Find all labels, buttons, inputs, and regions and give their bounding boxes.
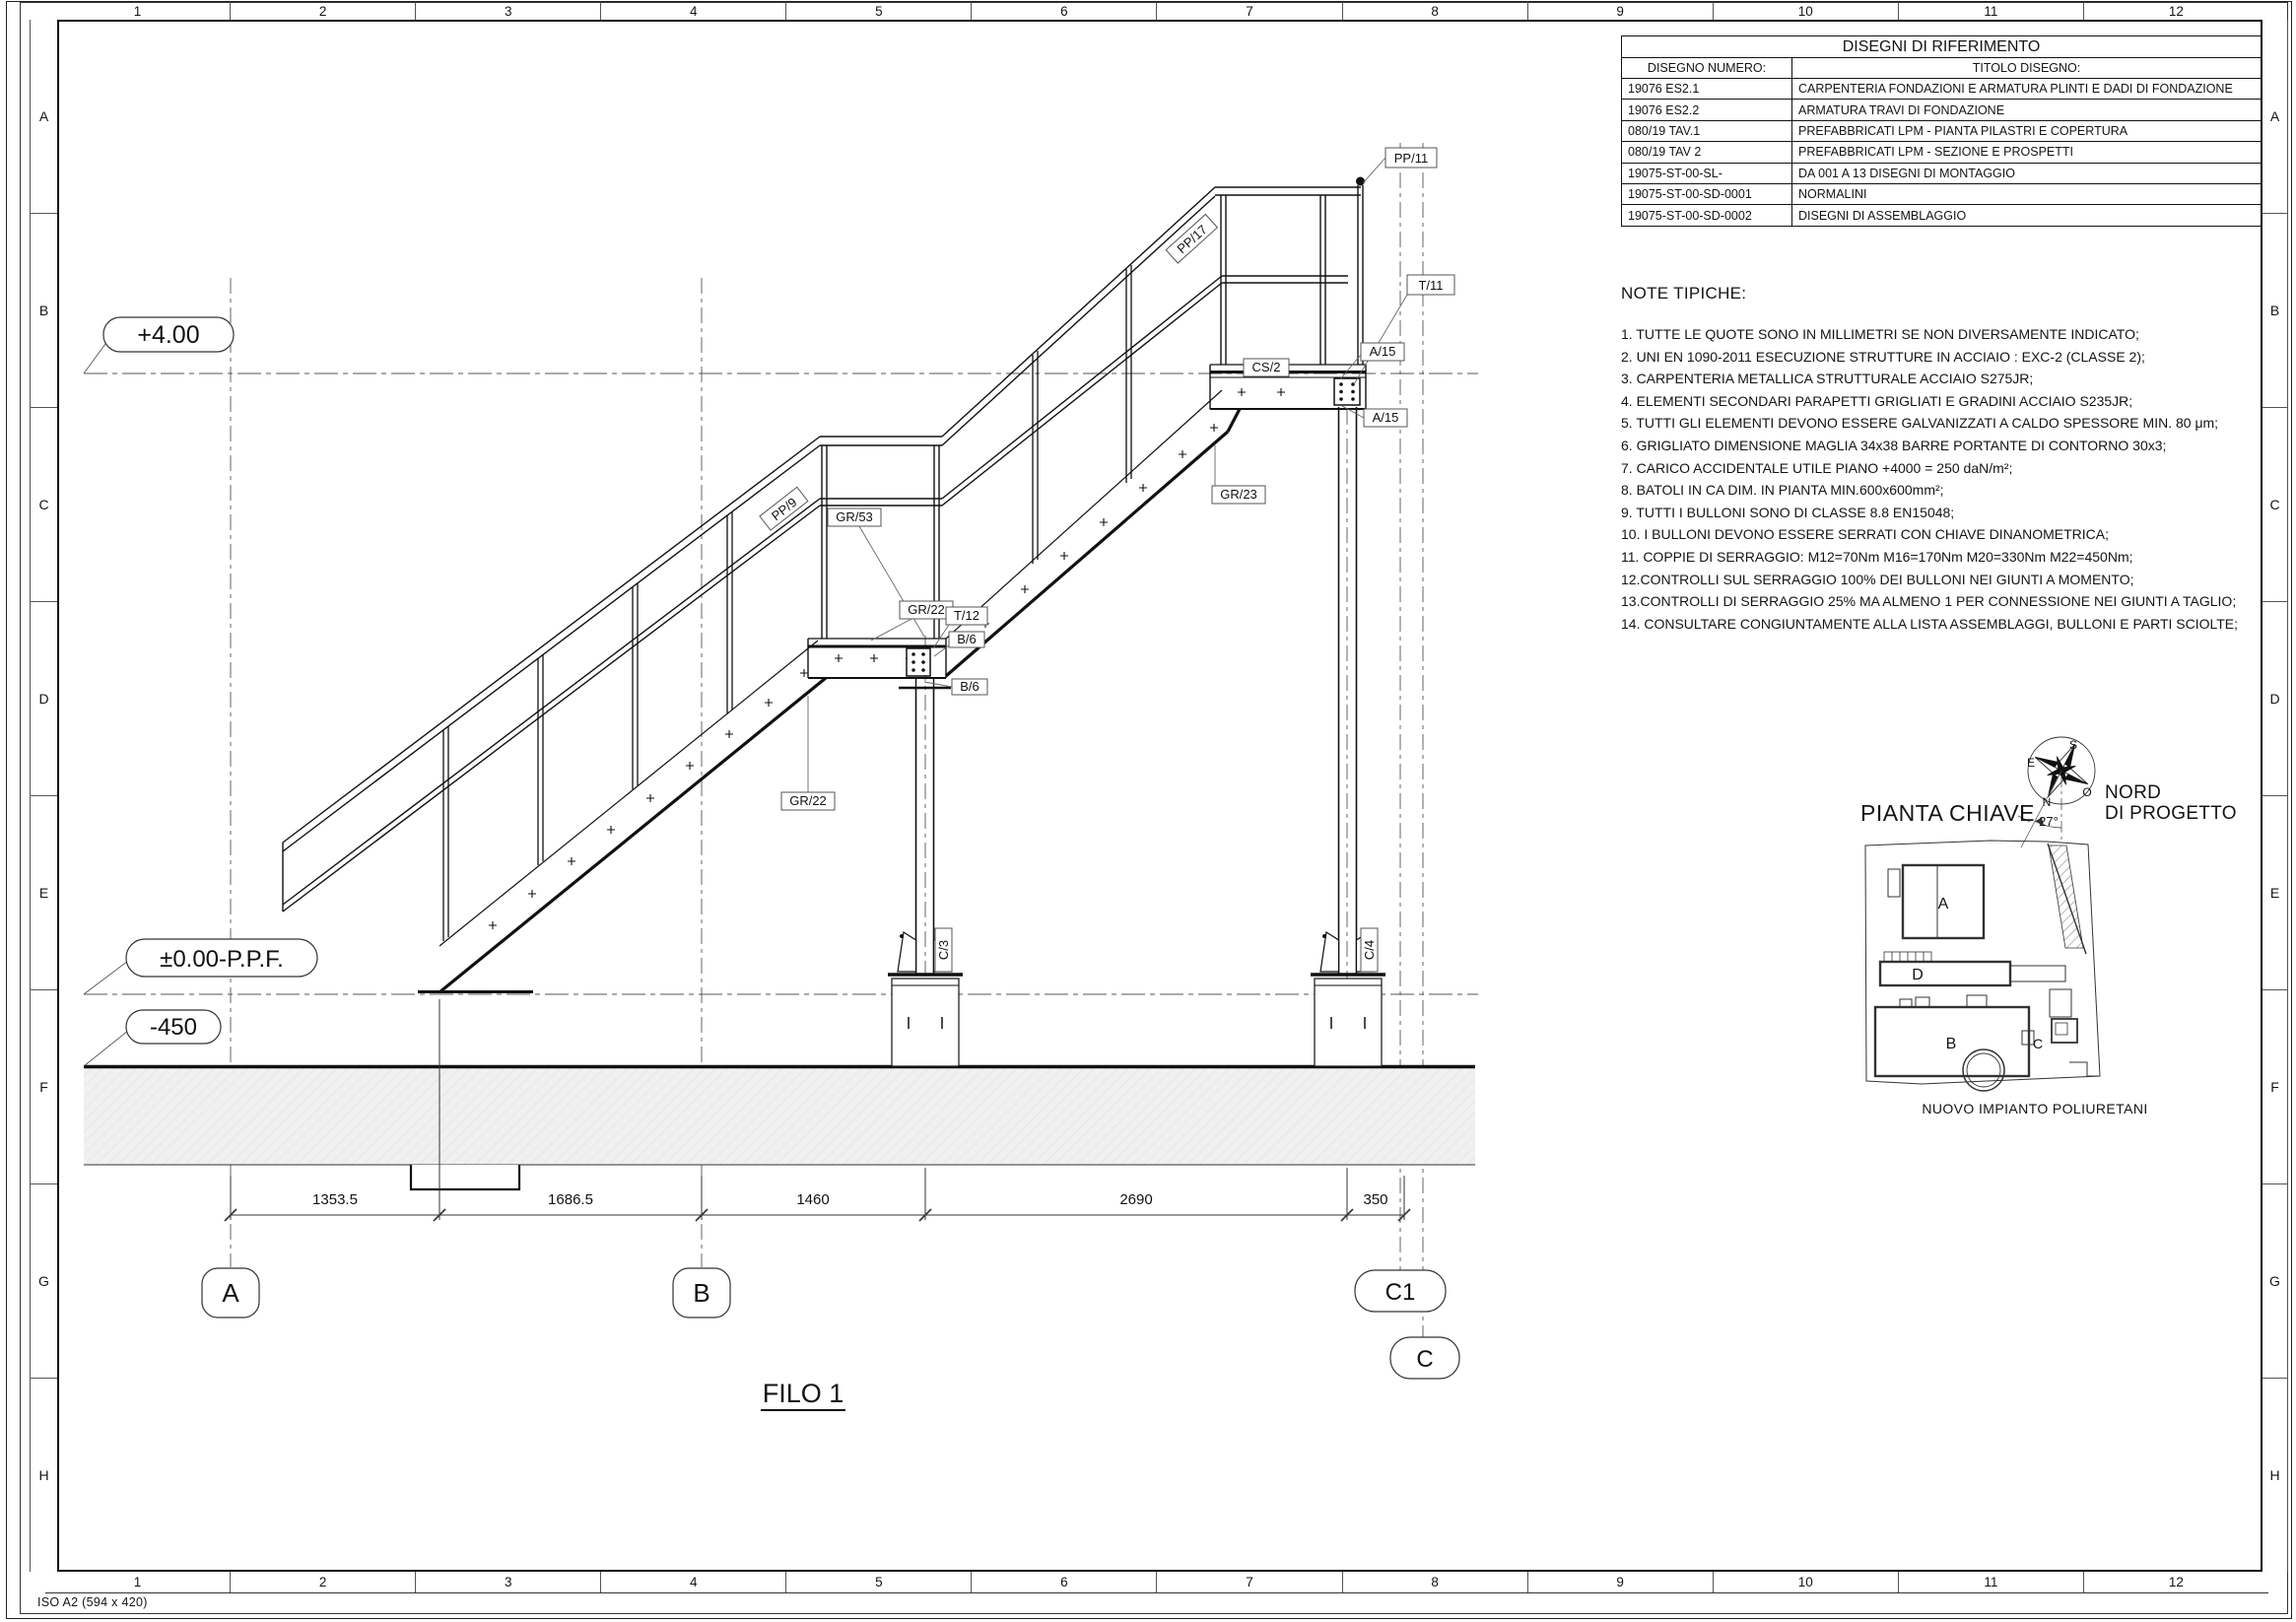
grid-row-label: B xyxy=(2262,214,2287,408)
drawing-number: 080/19 TAV.1 xyxy=(1622,120,1792,141)
drawing-title: DISEGNI DI ASSEMBLAGGIO xyxy=(1792,205,2262,226)
note-item: 10. I BULLONI DEVONO ESSERE SERRATI CON CHIAVE DINANOMETRICA; xyxy=(1621,526,2110,543)
project-north-label xyxy=(2105,782,2237,824)
label-t11: T/11 xyxy=(1418,278,1444,293)
label-gr22-lower: GR/22 xyxy=(789,793,827,808)
grid-column-label: 3 xyxy=(416,1572,601,1592)
ref-table-col-number: DISEGNO NUMERO: xyxy=(1622,58,1792,79)
view-title-text: FILO 1 xyxy=(761,1379,846,1411)
grid-row-label: B xyxy=(31,214,57,408)
compass-o: O xyxy=(2082,785,2092,799)
label-gr53: GR/53 xyxy=(836,509,873,524)
note-item: 14. CONSULTARE CONGIUNTAMENTE ALLA LISTA ASSEMBLAGGI, BULLONI E PARTI SCIOLTE; xyxy=(1621,615,2239,632)
lower-flight xyxy=(283,437,826,992)
key-plan-caption: NUOVO IMPIANTO POLIURETANI xyxy=(1922,1101,2148,1116)
label-pp11: PP/11 xyxy=(1393,151,1429,166)
grid-bubble-b: B xyxy=(693,1278,710,1308)
grid-column-label: 11 xyxy=(1899,1572,2084,1592)
grid-column-label: 10 xyxy=(1714,1572,1899,1592)
label-a15-upper: A/15 xyxy=(1369,344,1396,359)
drawing-number: 080/19 TAV 2 xyxy=(1622,142,1792,163)
grid-row-label: D xyxy=(31,602,57,796)
grid-row-label: G xyxy=(31,1184,57,1379)
table-row xyxy=(1622,100,2262,120)
view-title xyxy=(734,1379,872,1409)
drawing-number: 19076 ES2.2 xyxy=(1622,100,1792,120)
drawing-title: PREFABBRICATI LPM - PIANTA PILASTRI E COPERTURA xyxy=(1792,120,2262,141)
label-b6-lower: B/6 xyxy=(960,679,979,694)
reference-drawings-table xyxy=(1621,35,2262,227)
grid-column-label: 12 xyxy=(2168,1575,2184,1589)
label-a15-lower: A/15 xyxy=(1372,410,1399,425)
label-c4: C/4 xyxy=(1362,939,1377,961)
label-gr22-upper: GR/22 xyxy=(908,602,945,617)
note-item: 3. CARPENTERIA METALLICA STRUTTURALE ACCIAIO S275JR; xyxy=(1621,371,2034,387)
note-item: 7. CARICO ACCIDENTALE UTILE PIANO +4000 = 250 daN/m²; xyxy=(1621,459,2013,476)
compass-s: S xyxy=(2068,738,2078,752)
north-label-line1: NORD xyxy=(2105,782,2162,803)
keyplan-building-b: B xyxy=(1945,1036,1957,1052)
grid-row-label: D xyxy=(2262,602,2287,796)
sheet-format-label: ISO A2 (594 x 420) xyxy=(37,1595,148,1609)
table-row xyxy=(1622,205,2262,226)
drawing-number: 19075-ST-00-SD-0001 xyxy=(1622,183,1792,204)
north-angle: 27° xyxy=(2039,814,2059,829)
notes-heading: NOTE TIPICHE: xyxy=(1621,284,1747,303)
grid-column-label: 11 xyxy=(1899,2,2084,20)
label-pp9: PP/9 xyxy=(768,495,800,524)
grid-row-label: C xyxy=(31,408,57,602)
grid-row-label: H xyxy=(38,1467,49,1483)
drawing-number: 19075-ST-00-SL- xyxy=(1622,163,1792,183)
dim-value: 1460 xyxy=(796,1191,830,1208)
label-cs2: CS/2 xyxy=(1251,360,1281,374)
label-c3: C/3 xyxy=(936,939,951,961)
grid-column-label: 8 xyxy=(1343,1572,1528,1592)
grid-column-label: 9 xyxy=(1528,1572,1714,1592)
note-item: 1. TUTTE LE QUOTE SONO IN MILLIMETRI SE NON DIVERSAMENTE INDICATO; xyxy=(1621,326,2139,342)
table-row xyxy=(1622,120,2262,141)
keyplan-building-d: D xyxy=(1912,967,1924,983)
grid-column-label: 7 xyxy=(1157,2,1342,20)
grid-bubble-c: C xyxy=(1416,1346,1434,1373)
ref-table-title: DISEGNI DI RIFERIMENTO xyxy=(1622,36,2262,58)
dim-value: 1686.5 xyxy=(548,1191,593,1208)
table-row xyxy=(1622,163,2262,183)
grid-row-label: G xyxy=(2262,1184,2287,1379)
grid-column-label: 6 xyxy=(972,1572,1157,1592)
note-item: 2. UNI EN 1090-2011 ESECUZIONE STRUTTURE IN ACCIAIO : EXC-2 (CLASSE 2); xyxy=(1621,348,2145,365)
key-plan-title: PIANTA CHIAVE xyxy=(1860,800,2035,826)
label-pp17: PP/17 xyxy=(1174,222,1210,257)
note-item: 9. TUTTI I BULLONI SONO DI CLASSE 8.8 EN15048; xyxy=(1621,504,1955,520)
grid-column-label: 9 xyxy=(1528,2,1714,20)
grid-column-label: 3 xyxy=(416,2,601,20)
level-top: +4.00 xyxy=(137,321,200,349)
grid-column-label: 4 xyxy=(601,1572,786,1592)
grid-row-label: E xyxy=(2262,796,2287,990)
key-plan xyxy=(1865,841,2100,1091)
grid-row-label: H xyxy=(2269,1467,2280,1483)
note-item: 13.CONTROLLI DI SERRAGGIO 25% MA ALMENO 1 PER CONNESSIONE NEI GIUNTI A TAGLIO; xyxy=(1621,593,2237,610)
drawing-number: 19075-ST-00-SD-0002 xyxy=(1622,205,1792,226)
drawing-title: ARMATURA TRAVI DI FONDAZIONE xyxy=(1792,100,2262,120)
drawing-title: DA 001 A 13 DISEGNI DI MONTAGGIO xyxy=(1792,163,2262,183)
grid-row-label: E xyxy=(31,796,57,990)
north-compass xyxy=(2018,737,2095,847)
keyplan-building-a: A xyxy=(1937,896,1949,912)
ref-table-col-title: TITOLO DISEGNO: xyxy=(1792,58,2262,79)
label-t12: T/12 xyxy=(953,608,980,623)
keyplan-building-c: C xyxy=(2032,1036,2044,1051)
level-floor: ±0.00-P.P.F. xyxy=(160,946,284,973)
table-row xyxy=(1622,79,2262,100)
dimension-values xyxy=(312,1191,1387,1208)
grid-column-label: 6 xyxy=(972,2,1157,20)
grid-row-label: F xyxy=(31,990,57,1184)
label-gr23: GR/23 xyxy=(1220,487,1257,502)
typical-notes xyxy=(1621,284,2271,635)
level-foundation: -450 xyxy=(149,1014,198,1041)
grid-column-label: 10 xyxy=(1714,2,1899,20)
grid-row-label: C xyxy=(2262,408,2287,602)
dim-value: 350 xyxy=(1363,1191,1388,1208)
note-item: 8. BATOLI IN CA DIM. IN PIANTA MIN.600x600mm²; xyxy=(1621,482,1944,499)
grid-bubble-labels xyxy=(222,1278,1433,1373)
label-b6-upper: B/6 xyxy=(957,632,977,646)
grid-column-label: 2 xyxy=(231,1572,416,1592)
grid-column-label: 5 xyxy=(786,1572,972,1592)
grid-row-label: A xyxy=(31,20,57,214)
compass-n: N xyxy=(2042,795,2052,809)
level-markers xyxy=(84,317,317,1066)
part-labels xyxy=(760,148,1454,972)
grid-column-label: 1 xyxy=(45,2,231,20)
grid-bubbles xyxy=(202,1268,1459,1379)
grid-column-label: 1 xyxy=(45,1572,231,1592)
drawing-title: CARPENTERIA FONDAZIONI E ARMATURA PLINTI E DADI DI FONDAZIONE xyxy=(1792,79,2262,100)
table-row xyxy=(1622,142,2262,163)
compass-e: E xyxy=(2026,756,2036,770)
grid-column-label: 8 xyxy=(1343,2,1528,20)
grid-column-label: 12 xyxy=(2168,3,2184,19)
note-item: 11. COPPIE DI SERRAGGIO: M12=70Nm M16=170Nm M20=330Nm M22=450Nm; xyxy=(1621,548,2133,565)
drawing-title: NORMALINI xyxy=(1792,183,2262,204)
dim-value: 2690 xyxy=(1119,1191,1153,1208)
grid-bubble-c1: C1 xyxy=(1384,1279,1416,1306)
grid-row-label: F xyxy=(2262,990,2287,1184)
note-item: 5. TUTTI GLI ELEMENTI DEVONO ESSERE GALVANIZZATI A CALDO SPESSORE MIN. 80 μm; xyxy=(1621,415,2219,432)
grid-column-label: 7 xyxy=(1157,1572,1342,1592)
north-label-line2: DI PROGETTO xyxy=(2105,803,2237,824)
dim-value: 1353.5 xyxy=(312,1191,358,1208)
note-item: 12.CONTROLLI SUL SERRAGGIO 100% DEI BULLONI NEI GIUNTI A MOMENTO; xyxy=(1621,571,2134,587)
note-item: 6. GRIGLIATO DIMENSIONE MAGLIA 34x38 BARRE PORTANTE DI CONTORNO 30x3; xyxy=(1621,437,2167,453)
note-item: 4. ELEMENTI SECONDARI PARAPETTI GRIGLIATI E GRADINI ACCIAIO S235JR; xyxy=(1621,392,2133,409)
drawing-number: 19076 ES2.1 xyxy=(1622,79,1792,100)
upper-flight xyxy=(942,187,1240,676)
table-row xyxy=(1622,183,2262,204)
drawing-title: PREFABBRICATI LPM - SEZIONE E PROSPETTI xyxy=(1792,142,2262,163)
grid-row-label: A xyxy=(2262,20,2287,214)
grid-column-label: 4 xyxy=(601,2,786,20)
grid-column-label: 2 xyxy=(231,2,416,20)
grid-column-label: 5 xyxy=(786,2,972,20)
ground xyxy=(84,992,1475,1190)
grid-bubble-a: A xyxy=(222,1278,239,1308)
